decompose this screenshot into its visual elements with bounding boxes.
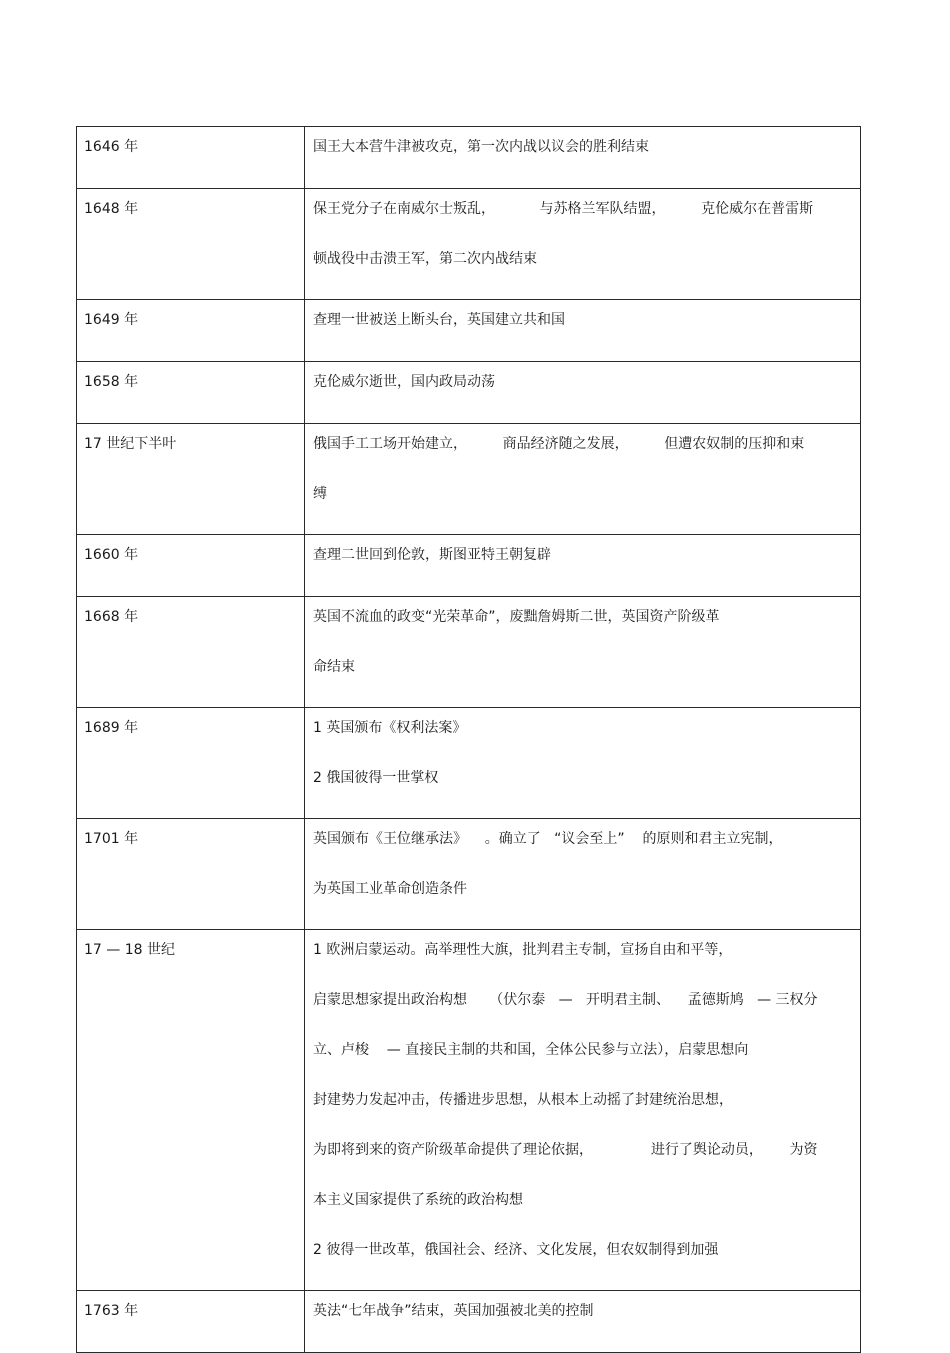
event-line: 英法“七年战争”结束，英国加强被北美的控制	[313, 1303, 594, 1319]
event-line: 克伦威尔逝世，国内政局动荡	[313, 374, 495, 390]
date-cell: 1649 年	[77, 300, 305, 362]
event-cell	[305, 424, 861, 535]
event-line: 为英国工业革命创造条件	[313, 881, 467, 897]
event-line: 查理一世被送上断头台，英国建立共和国	[313, 312, 565, 328]
event-cell	[305, 189, 861, 300]
event-line: 为即将到来的资产阶级革命提供了理论依据， 进行了舆论动员， 为资	[313, 1142, 818, 1158]
date-cell: 1701 年	[77, 819, 305, 930]
date-cell: 17 — 18 世纪	[77, 930, 305, 1291]
event-cell	[305, 819, 861, 930]
event-cell	[305, 362, 861, 424]
event-line: 本主义国家提供了系统的政治构想	[313, 1192, 523, 1208]
date-cell: 1646 年	[77, 127, 305, 189]
table-row	[77, 300, 861, 362]
table-row	[77, 930, 861, 1291]
event-line: 查理二世回到伦敦，斯图亚特王朝复辟	[313, 547, 551, 563]
event-cell	[305, 300, 861, 362]
event-line: 1 英国颁布《权利法案》	[313, 720, 467, 736]
table-row	[77, 535, 861, 597]
event-line: 2 彼得一世改革，俄国社会、经济、文化发展，但农奴制得到加强	[313, 1242, 719, 1258]
date-cell: 1668 年	[77, 597, 305, 708]
date-cell: 1658 年	[77, 362, 305, 424]
date-cell: 1648 年	[77, 189, 305, 300]
event-line: 保王党分子在南威尔士叛乱， 与苏格兰军队结盟， 克伦威尔在普雷斯	[313, 201, 814, 217]
event-cell	[305, 708, 861, 819]
event-line: 封建势力发起冲击，传播进步思想，从根本上动摇了封建统治思想，	[313, 1092, 733, 1108]
table-row	[77, 1291, 861, 1353]
event-cell	[305, 597, 861, 708]
history-timeline-table	[76, 126, 861, 1353]
table-row	[77, 189, 861, 300]
event-cell	[305, 127, 861, 189]
event-line: 缚	[313, 486, 327, 502]
date-cell: 1689 年	[77, 708, 305, 819]
table-row	[77, 362, 861, 424]
event-cell	[305, 930, 861, 1291]
event-line: 英国不流血的政变“光荣革命”，废黜詹姆斯二世，英国资产阶级革	[313, 609, 720, 625]
table-row	[77, 708, 861, 819]
date-cell: 17 世纪下半叶	[77, 424, 305, 535]
event-line: 立、卢梭 — 直接民主制的共和国，全体公民参与立法），启蒙思想向	[313, 1042, 749, 1058]
event-line: 2 俄国彼得一世掌权	[313, 770, 439, 786]
table-row	[77, 597, 861, 708]
date-cell: 1660 年	[77, 535, 305, 597]
date-cell: 1763 年	[77, 1291, 305, 1353]
event-line: 启蒙思想家提出政治构想 （伏尔泰 — 开明君主制、 孟德斯鸠 — 三权分	[313, 992, 818, 1008]
event-line: 英国颁布《王位继承法》 。确立了 “议会至上” 的原则和君主立宪制，	[313, 831, 783, 847]
event-line: 1 欧洲启蒙运动。高举理性大旗，批判君主专制，宣扬自由和平等，	[313, 942, 733, 958]
event-line: 俄国手工工场开始建立， 商品经济随之发展， 但遭农奴制的压抑和束	[313, 436, 805, 452]
event-line: 命结束	[313, 659, 355, 675]
table-row	[77, 819, 861, 930]
event-line: 顿战役中击溃王军，第二次内战结束	[313, 251, 537, 267]
table-row	[77, 127, 861, 189]
event-line: 国王大本营牛津被攻克，第一次内战以议会的胜利结束	[313, 139, 649, 155]
event-cell	[305, 535, 861, 597]
table-row	[77, 424, 861, 535]
timeline-body	[77, 127, 861, 1353]
event-cell	[305, 1291, 861, 1353]
